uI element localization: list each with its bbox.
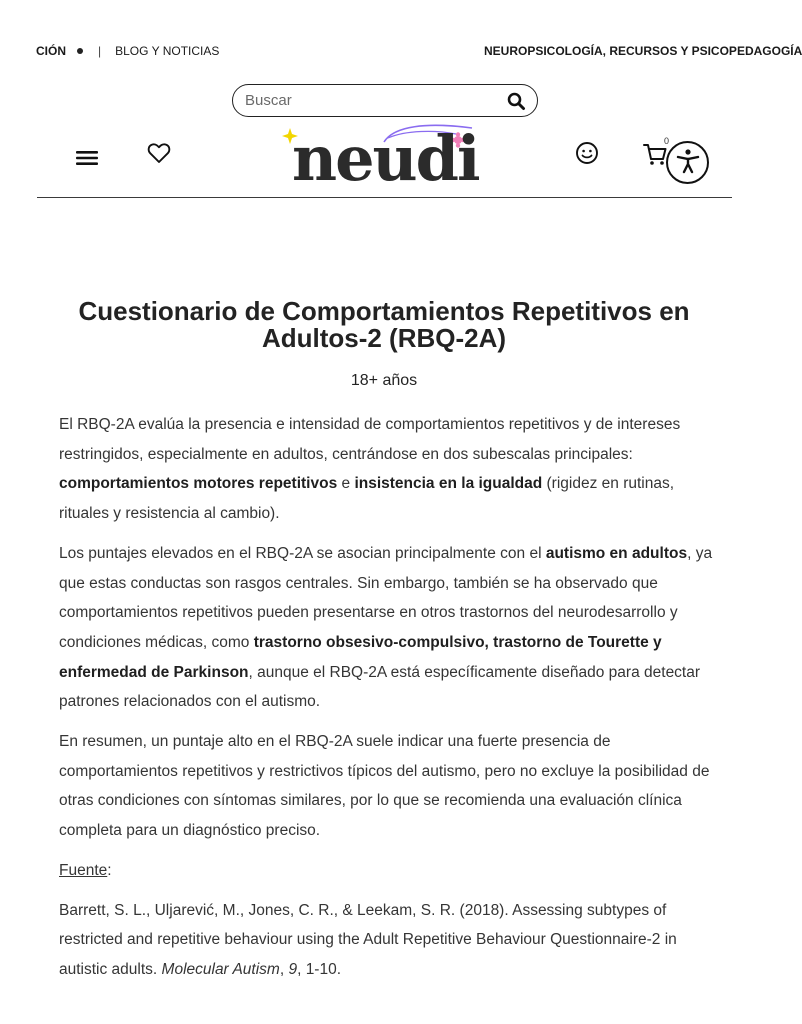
logo-text: neudi (292, 122, 479, 195)
ticker-right-text[interactable]: NEUROPSICOLOGÍA, RECURSOS Y PSICOPEDAGOGÍA (484, 44, 802, 58)
neudi-logo[interactable] (276, 120, 479, 196)
text-run: , aunque el RBQ-2A está específicamente diseñado para detectar patrones relacionados con el autismo. (59, 663, 701, 711)
page-title: Cuestionario de Comportamientos Repetitivos en Adultos-2 (RBQ-2A) (78, 296, 690, 353)
bold-term: trastorno obsesivo-compulsivo, trastorno de Tourette y enfermedad de Parkinson (59, 633, 662, 681)
top-announcement-bar (0, 44, 802, 62)
bold-term: insistencia en la igualdad (354, 475, 543, 493)
text-run: , ya que estas conductas son rasgos centrales. Sin embargo, también se ha observado que comportamientos repetitivos pueden presentarse en otros trastornos del neurodesarrollo y condiciones médicas, como (59, 544, 713, 651)
cart-count-badge: 0 (664, 136, 670, 146)
source-link[interactable]: Fuente (59, 861, 108, 879)
text-run: El RBQ-2A evalúa la presencia e intensidad de comportamientos repetitivos y de intereses restringidos, especialmente en adultos, centrándose en dos subescalas principales: (59, 416, 681, 463)
article-body (59, 410, 719, 995)
search-bar (232, 84, 538, 117)
text-run: Barrett, S. L., Uljarević, M., Jones, C. R., & Leekam, S. R. (2018). Assessing subtypes of restricted and repetitive behaviour using the Adult Repetitive Behaviour Questionnaire-2 in autistic adults. (59, 901, 677, 978)
journal-name: Molecular Autism (161, 960, 280, 978)
text-run: , 1-10. (297, 960, 342, 978)
search-icon[interactable] (505, 90, 527, 112)
text-run: e (337, 475, 355, 493)
bold-term: autismo en adultos (545, 544, 688, 562)
dot-icon (76, 44, 84, 58)
ticker-item[interactable]: CIÓN (36, 44, 66, 58)
ticker-separator: | (98, 44, 102, 58)
paragraph-description (59, 410, 719, 529)
text-run: (rigidez en rutinas, rituales y resistencia al cambio). (59, 475, 675, 523)
menu-icon[interactable] (74, 146, 100, 170)
text-run: Los puntajes elevados en el RBQ-2A se asocian principalmente con el (59, 544, 546, 562)
accessibility-button[interactable] (666, 141, 709, 184)
accessibility-icon (674, 147, 702, 178)
reference (59, 896, 719, 985)
text-run: , (279, 960, 289, 978)
paragraph-interpretation (59, 539, 719, 717)
source-line (59, 856, 719, 886)
journal-volume: 9 (288, 960, 298, 978)
blog-news-link[interactable]: BLOG Y NOTICIAS (115, 44, 220, 58)
user-icon[interactable] (574, 140, 600, 166)
search-input[interactable] (245, 92, 505, 109)
ticker-left (36, 44, 219, 58)
paragraph-summary: En resumen, un puntaje alto en el RBQ-2A suele indicar una fuerte presencia de comportamientos repetitivos y restrictivos típicos del autismo, pero no excluye la posibilidad de otras condiciones con síntomas similares, por lo que se recomienda una evaluación clínica completa para un diagnóstico preciso. (59, 733, 710, 840)
header-divider (37, 197, 732, 198)
heart-icon[interactable] (146, 141, 172, 165)
bold-term: comportamientos motores repetitivos (59, 475, 338, 493)
age-range: 18+ años (350, 372, 418, 389)
text-run: : (107, 861, 112, 879)
